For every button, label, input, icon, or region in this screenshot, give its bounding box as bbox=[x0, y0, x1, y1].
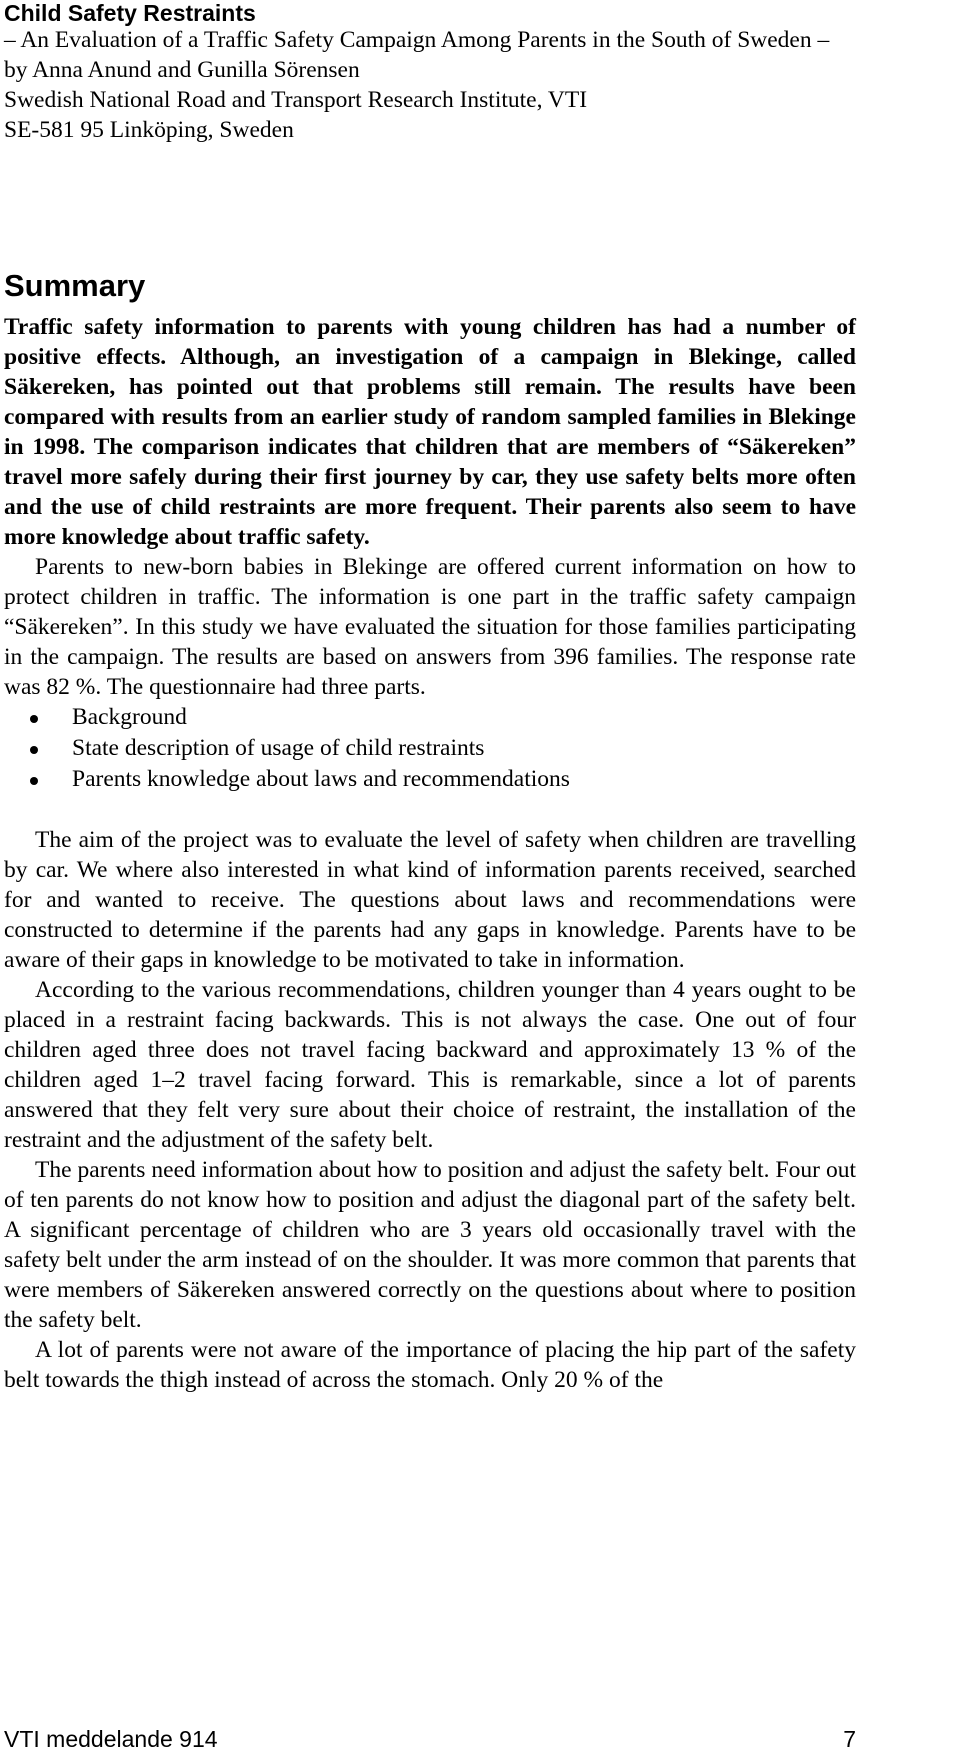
paragraph-2: The aim of the project was to evaluate the level of safety when children are travelling by car. We where also interested in what kind of information parents received, searched for and wanted to receive. The questions about laws and recommendations were constructed to determine if the parents had any gaps in knowledge. Parents have to be aware of their gaps in knowledge to be motivated to take in information. bbox=[4, 827, 856, 973]
document-page bbox=[4, 0, 856, 1393]
summary-heading: Summary bbox=[4, 268, 146, 303]
summary-body bbox=[4, 312, 856, 1395]
spacer bbox=[4, 795, 856, 825]
bullet-icon bbox=[30, 715, 38, 723]
questionnaire-parts-list bbox=[4, 702, 856, 795]
paragraph-3: According to the various recommendations, children younger than 4 years ought to be placed in a restraint facing backwards. This is not always the case. One out of four children aged three does not travel facing backward and approximately 13 % of the children aged 1–2 travel facing forward. This is remarkable, since a lot of parents answered that they felt very sure about their choice of restraint, the installation of the restraint and the adjustment of the safety belt. bbox=[4, 977, 856, 1153]
document-header bbox=[4, 26, 856, 146]
list-item: Background bbox=[4, 702, 856, 733]
authors-line: by Anna Anund and Gunilla Sörensen bbox=[4, 56, 360, 83]
list-item: Parents knowledge about laws and recommendations bbox=[4, 764, 856, 795]
paragraph-4: The parents need information about how to position and adjust the safety belt. Four out of ten parents do not know how to position and adjust the diagonal part of the safety belt. A significant percentage of children who are 3 years old occasionally travel with the safety belt under the arm instead of on the shoulder. It was more common that parents that were members of Säkereken answered correctly on the questions about where to position the safety belt. bbox=[4, 1157, 856, 1333]
page-number: 7 bbox=[843, 1726, 856, 1752]
paragraph-1: Parents to new-born babies in Blekinge are offered current information on how to protect children in traffic. The information is one part in the traffic safety campaign “Säkereken”. In this study we have evaluated the situation for those families participating in the campaign. The results are based on answers from 396 families. The response rate was 82 %. The questionnaire had three parts. bbox=[4, 554, 856, 700]
list-item: State description of usage of child restraints bbox=[4, 733, 856, 764]
bullet-icon bbox=[30, 746, 38, 754]
address-line: SE-581 95 Linköping, Sweden bbox=[4, 116, 294, 143]
publication-label: VTI meddelande 914 bbox=[4, 1726, 218, 1752]
paragraph-5: A lot of parents were not aware of the importance of placing the hip part of the safety belt towards the thigh instead of across the stomach. Only 20 % of the bbox=[4, 1337, 856, 1393]
summary-abstract: Traffic safety information to parents with young children has had a number of positive effects. Although, an investigation of a campaign in Blekinge, called Säkereken, has pointed out that problems still remain. The results have been compared with results from an earlier study of random sampled families in Blekinge in 1998. The comparison indicates that children that are members of “Säkereken” travel more safely during their first journey by car, they use safety belts more often and the use of child restraints are more frequent. Their parents also seem to have more knowledge about traffic safety. bbox=[4, 314, 856, 550]
document-title: Child Safety Restraints bbox=[4, 0, 256, 26]
bullet-icon bbox=[30, 777, 38, 785]
document-subtitle: – An Evaluation of a Traffic Safety Campaign Among Parents in the South of Sweden – bbox=[4, 27, 830, 53]
institute-line: Swedish National Road and Transport Research Institute, VTI bbox=[4, 86, 588, 113]
